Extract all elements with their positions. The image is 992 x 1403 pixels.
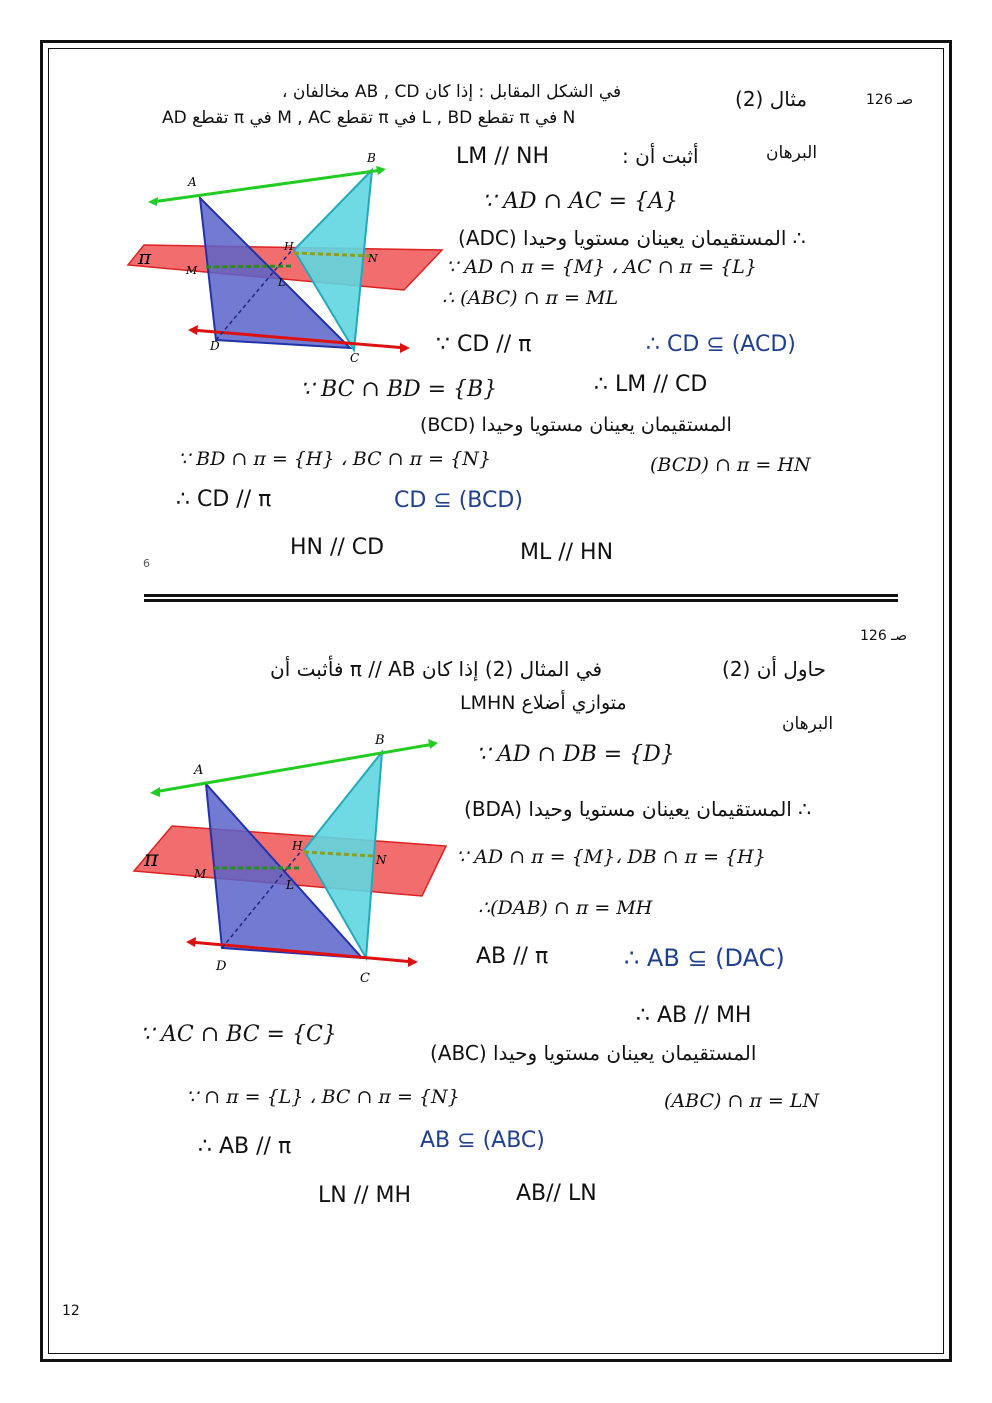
point-H-label: H [284,240,294,253]
s1-line-4: ∴ (ABC) ∩ π = ML [442,287,619,309]
s1-line-8: ∵ BC ∩ BD = {B} [300,377,498,402]
page-ref-1: صـ 126 [866,92,914,108]
proof-label-1: البرهان [766,143,818,163]
s2-line-10: ∵ ∩ π = {L} ، BC ∩ π = {N} [186,1086,460,1108]
s1-line-14: HN // CD [290,535,385,560]
s1-line-7: ∴ LM // CD [594,372,708,397]
try-label: حاول أن (2) [722,657,826,681]
point-H-label-2: H [292,839,303,853]
small-mark: 6 [143,557,150,570]
section-divider [144,594,898,602]
point-C-label: C [350,351,360,365]
point-D-label-2: D [216,959,227,974]
point-M-label-2: M [194,867,207,881]
s2-statement-line-2: LMHN متوازي أضلاع [460,692,627,714]
s2-line-5: AB // π [476,944,549,969]
point-A-label-2: A [194,763,204,778]
s2-line-6: ∴ AB ⊆ (DAC) [624,944,785,972]
s1-line-9: المستقيمان يعينان مستويا وحيدا (BCD) [420,414,732,436]
point-N-label: N [368,252,378,265]
s2-line-13: AB ⊆ (ABC) [420,1128,545,1153]
s2-statement-line-1: في المثال (2) إذا كان π // AB فأثبت أن [270,657,603,681]
s1-line-15: ML // HN [520,540,614,565]
s1-line-10: ∵ BD ∩ π = {H} ، BC ∩ π = {N} [178,448,491,470]
point-L-label: L [278,276,286,289]
plane-pi-label: π [138,245,152,269]
point-D-label: D [210,339,220,353]
s1-line-11: (BCD) ∩ π = HN [650,454,811,476]
statement-line-2: AD تقطع π في M , AC تقطع π في L , BD تقطع π في N [162,108,576,128]
page-ref-2: صـ 126 [860,628,908,644]
statement-line-1: في الشكل المقابل : إذا كان AB , CD مخالفان ، [282,82,622,102]
s2-line-8: ∵ AC ∩ BC = {C} [140,1022,337,1047]
s2-line-11: (ABC) ∩ π = LN [664,1090,820,1112]
s2-line-7: ∴ AB // MH [636,1003,752,1028]
point-B-label: B [367,151,376,165]
prove-label: أثبت أن : [622,144,699,168]
s2-line-14: LN // MH [318,1183,412,1208]
s1-line-6: ∴ CD ⊆ (ACD) [646,332,796,357]
point-M-label: M [186,264,198,277]
s2-line-2: ∴ المستقيمان يعينان مستويا وحيدا (BDA) [464,797,811,821]
geometry-figure-2 [130,726,450,988]
point-C-label-2: C [360,971,370,986]
s1-line-13: CD ⊆ (BCD) [394,488,523,513]
s1-line-1: ∵ AD ∩ AC = {A} [482,189,678,214]
s1-line-5: ∵ CD // π [436,332,532,357]
s2-line-12: ∴ AB // π [198,1134,292,1159]
page-number: 12 [62,1303,80,1319]
prove-goal: LM // NH [456,144,550,169]
s1-line-3: ∵ AD ∩ π = {M} ، AC ∩ π = {L} [446,256,757,278]
example-label: مثال (2) [735,87,808,111]
point-L-label-2: L [286,878,294,892]
s2-line-4: ∴(DAB) ∩ π = MH [478,897,653,919]
s2-line-9: المستقيمان يعينان مستويا وحيدا (ABC) [430,1041,757,1065]
point-A-label: A [188,175,197,189]
s1-line-12: ∴ CD // π [176,487,272,512]
plane-pi-label-2: π [144,847,159,872]
s2-line-1: ∵ AD ∩ DB = {D} [476,742,675,767]
point-B-label-2: B [375,733,385,748]
s2-line-3: ∵ AD ∩ π = {M}، DB ∩ π = {H} [456,846,766,868]
point-N-label-2: N [376,853,387,867]
geometry-figure-1 [124,150,454,375]
s1-line-2: ∴ المستقيمان يعينان مستويا وحيدا (ADC) [458,226,806,250]
s2-line-15: AB// LN [516,1181,597,1206]
proof-label-2: البرهان [782,714,834,734]
